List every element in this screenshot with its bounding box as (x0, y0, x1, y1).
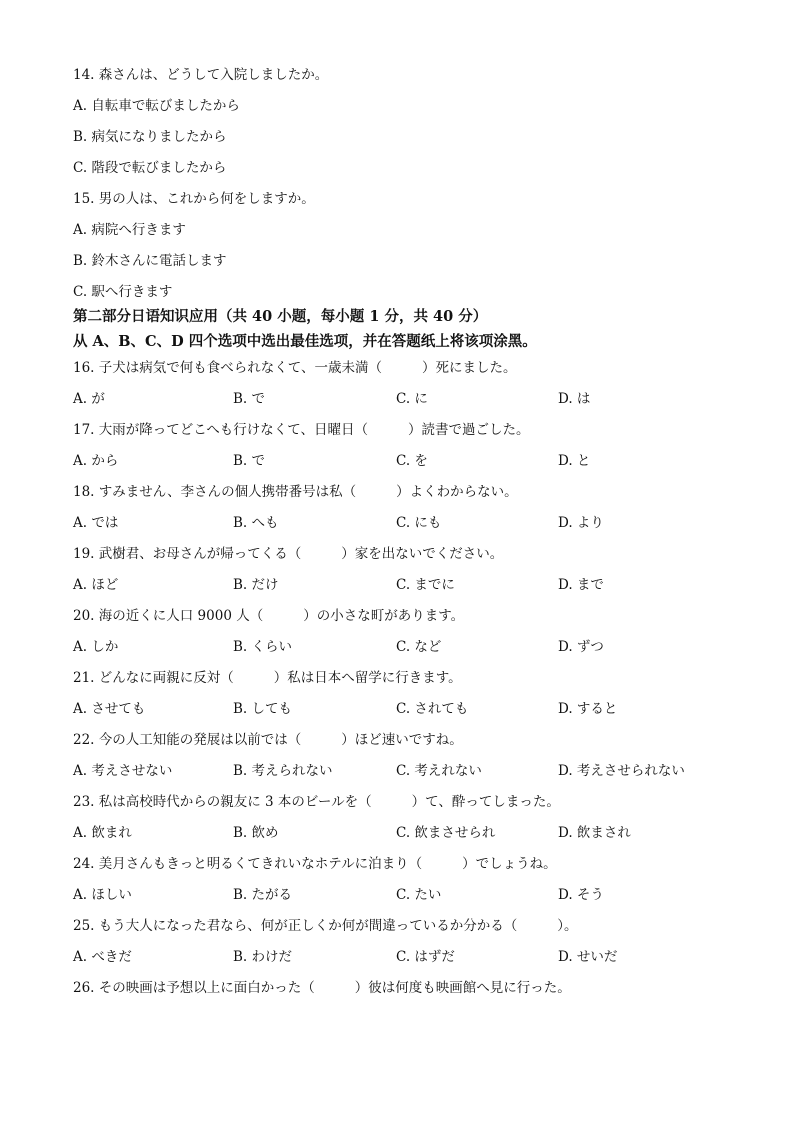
question-25-options (73, 946, 723, 977)
question-23-stem (73, 791, 723, 822)
question-22-option-c: C. 考えれない (396, 763, 482, 779)
question-21-stem (73, 667, 723, 698)
question-21-option-d: D. すると (558, 701, 618, 717)
question-18-option-b: B. へも (233, 515, 279, 531)
section-heading: 第二部分日语知识应用（共 40 小题，每小题 1 分，共 40 分） (73, 308, 488, 325)
question-list (73, 357, 723, 1008)
question-14-option-c: C. 階段で転びましたから (73, 160, 227, 176)
exam-page (73, 64, 723, 1008)
question-18-text-before: 18. すみません、李さんの個人携帯番号は私（ (73, 484, 357, 500)
question-19-option-b: B. だけ (233, 577, 279, 593)
question-18-stem (73, 481, 723, 512)
question-17-text-before: 17. 大雨が降ってどこへも行けなくて、日曜日（ (73, 422, 368, 438)
question-17-option-a: A. から (73, 453, 119, 469)
question-16-option-d: D. は (558, 391, 591, 407)
question-22-text-after: ）ほど速いですね。 (341, 732, 463, 748)
question-18-text-after: ）よくわからない。 (396, 484, 518, 500)
question-16-option-c: C. に (396, 391, 428, 407)
question-14-stem: 14. 森さんは、どうして入院しましたか。 (73, 67, 329, 83)
question-15-option-b: B. 鈴木さんに電話します (73, 253, 227, 269)
question-25-text-after: ）。 (557, 918, 578, 934)
question-24-stem (73, 853, 723, 884)
question-21-option-a: A. させても (73, 701, 146, 717)
question-26-text-before: 26. その映画は予想以上に面白かった（ (73, 980, 315, 996)
question-24-option-a: A. ほしい (73, 887, 132, 903)
question-19-stem (73, 543, 723, 574)
question-20-text-after: ）の小さな町があります。 (303, 608, 465, 624)
question-23-text-before: 23. 私は高校時代からの親友に 3 本のビールを（ (73, 794, 372, 810)
question-15-option-a: A. 病院へ行きます (73, 222, 186, 238)
question-18-option-a: A. では (73, 515, 119, 531)
question-26-stem (73, 977, 723, 1008)
question-25-option-b: B. わけだ (233, 949, 293, 965)
question-22-option-a: A. 考えさせない (73, 763, 173, 779)
question-16-option-a: A. が (73, 391, 105, 407)
question-25-stem (73, 915, 723, 946)
question-20-option-c: C. など (396, 639, 442, 655)
question-25-option-d: D. せいだ (558, 949, 618, 965)
question-24-option-b: B. たがる (233, 887, 293, 903)
question-24-text-before: 24. 美月さんもきっと明るくてきれいなホテルに泊まり（ (73, 856, 423, 872)
question-22-option-b: B. 考えられない (233, 763, 333, 779)
question-23-option-b: B. 飲め (233, 825, 279, 841)
question-19-option-c: C. までに (396, 577, 455, 593)
question-26-text-after: ）彼は何度も映画館へ見に行った。 (354, 980, 571, 996)
question-16-stem (73, 357, 723, 388)
question-25-option-c: C. はずだ (396, 949, 455, 965)
question-16-options (73, 388, 723, 419)
question-23-text-after: ）て、酔ってしまった。 (411, 794, 560, 810)
question-22-stem (73, 729, 723, 760)
question-17-text-after: ）読書で過ごした。 (407, 422, 530, 438)
question-24-text-after: ）でしょうね。 (462, 856, 557, 872)
section-instruction: 从 A、B、C、D 四个选项中选出最佳选项，并在答题纸上将该项涂黑。 (73, 333, 537, 350)
question-17-stem (73, 419, 723, 450)
question-24-option-d: D. そう (558, 887, 604, 903)
question-21-option-c: C. されても (396, 701, 469, 717)
question-19-text-after: ）家を出ないでください。 (341, 546, 504, 562)
question-17-option-b: B. で (233, 453, 266, 469)
question-17-options (73, 450, 723, 481)
question-21-text-before: 21. どんなに両親に反対（ (73, 670, 234, 686)
question-21-option-b: B. しても (233, 701, 293, 717)
question-20-text-before: 20. 海の近くに人口 9000 人（ (73, 608, 264, 624)
question-24-options (73, 884, 723, 915)
question-18-option-c: C. にも (396, 515, 442, 531)
question-25-text-before: 25. もう大人になった君なら、何が正しくか何が間違っているか分かる（ (73, 918, 518, 934)
question-15-stem: 15. 男の人は、これから何をしますか。 (73, 191, 315, 207)
question-20-options (73, 636, 723, 667)
question-23-option-d: D. 飲まされ (558, 825, 631, 841)
question-23-option-c: C. 飲まさせられ (396, 825, 496, 841)
question-16-text-before: 16. 子犬は病気で何も食べられなくて、一歳未満（ (73, 360, 382, 376)
question-21-options (73, 698, 723, 729)
question-17-option-d: D. と (558, 453, 591, 469)
question-18-options (73, 512, 723, 543)
question-22-text-before: 22. 今の人工知能の発展は以前では（ (73, 732, 302, 748)
question-22-options (73, 760, 723, 791)
question-20-option-b: B. くらい (233, 639, 293, 655)
question-20-option-d: D. ずつ (558, 639, 604, 655)
question-16-option-b: B. で (233, 391, 266, 407)
question-19-option-d: D. まで (558, 577, 604, 593)
question-18-option-d: D. より (558, 515, 604, 531)
question-19-text-before: 19. 武樹君、お母さんが帰ってくる（ (73, 546, 302, 562)
question-16-text-after: ）死にました。 (422, 360, 517, 376)
question-20-option-a: A. しか (73, 639, 119, 655)
question-20-stem (73, 605, 723, 636)
question-15-option-c: C. 駅へ行きます (73, 284, 173, 300)
question-23-option-a: A. 飲まれ (73, 825, 132, 841)
question-19-option-a: A. ほど (73, 577, 119, 593)
question-19-options (73, 574, 723, 605)
question-24-option-c: C. たい (396, 887, 442, 903)
question-21-text-after: ）私は日本へ留学に行きます。 (273, 670, 462, 686)
question-14-option-b: B. 病気になりましたから (73, 129, 227, 145)
question-17-option-c: C. を (396, 453, 428, 469)
question-22-option-d: D. 考えさせられない (558, 763, 685, 779)
question-25-option-a: A. べきだ (73, 949, 132, 965)
question-14-option-a: A. 自転車で転びましたから (73, 98, 240, 114)
question-23-options (73, 822, 723, 853)
